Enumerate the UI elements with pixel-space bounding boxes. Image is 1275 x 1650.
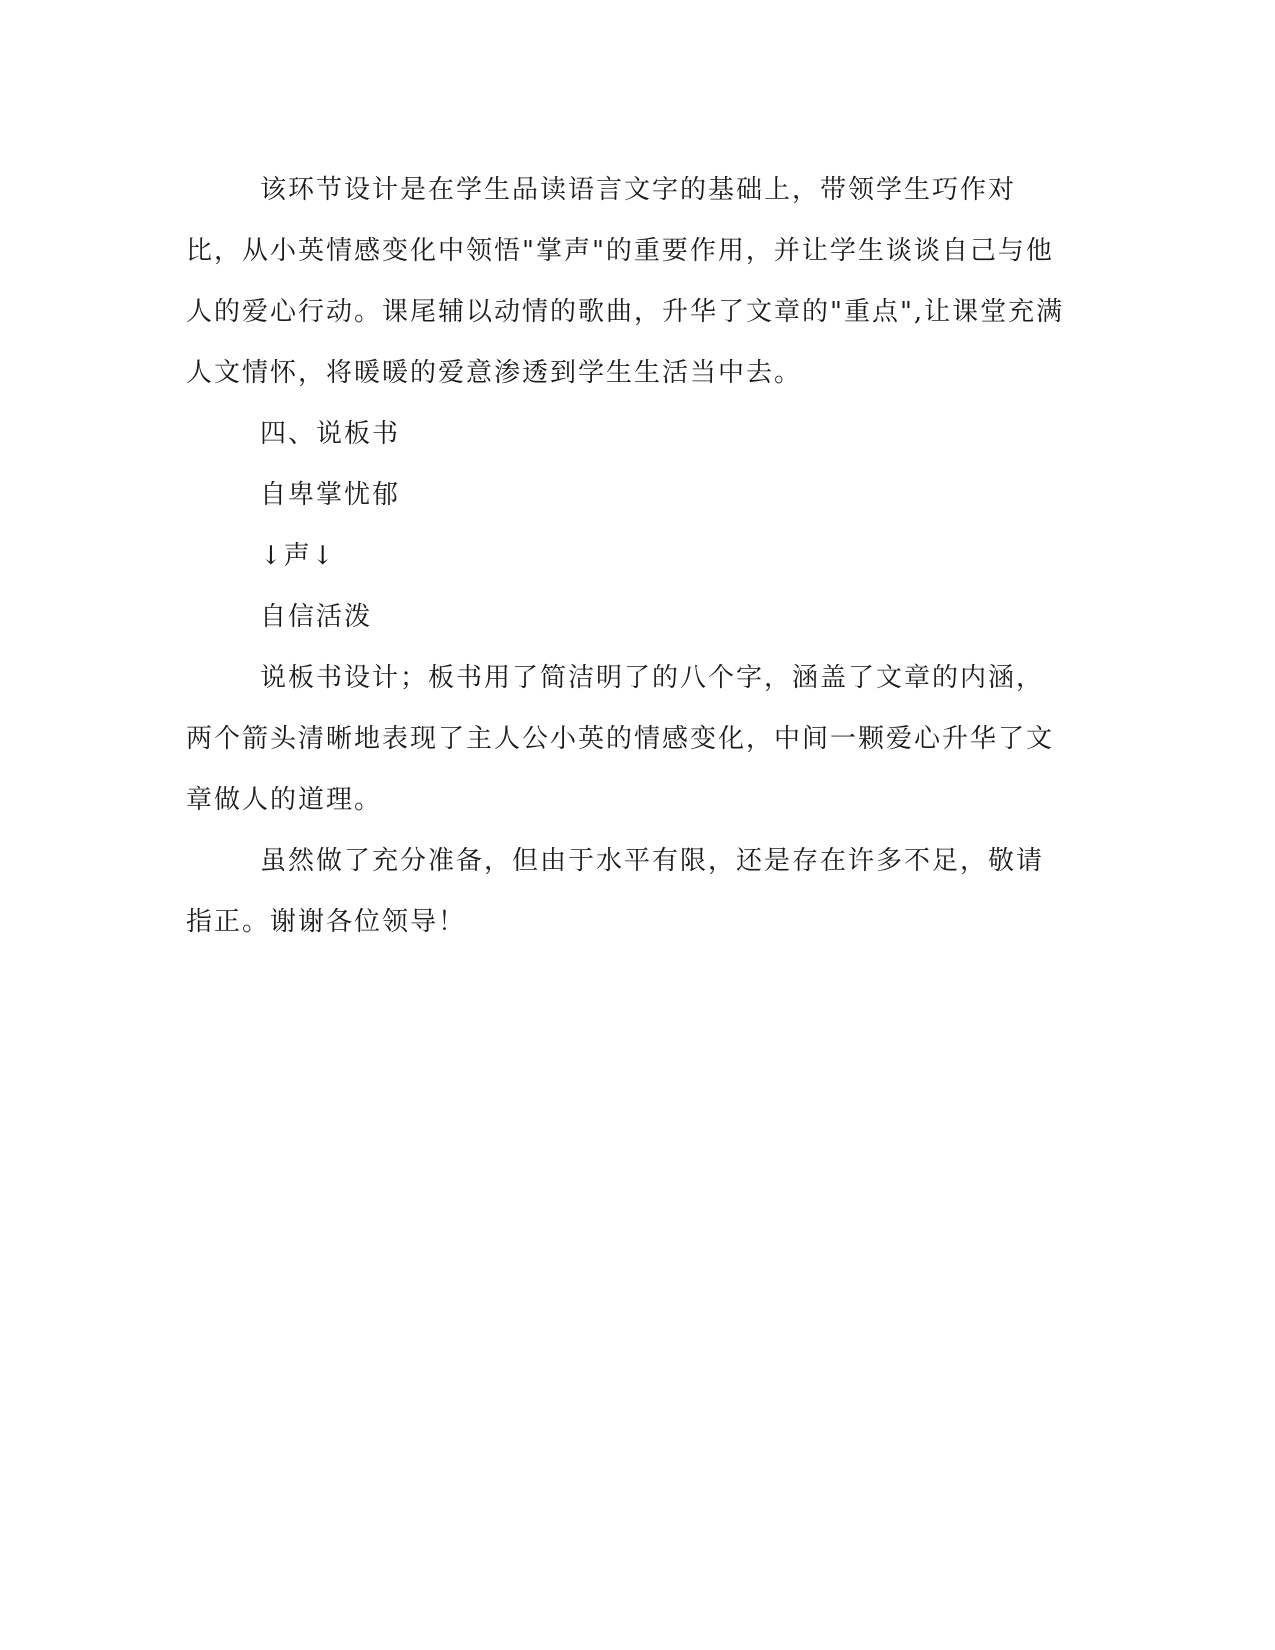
board-line-1: 自卑掌忧郁 [260,480,401,510]
board-line-3: 自信活泼 [260,602,373,632]
paragraph-summary: 该环节设计是在学生品读语言文字的基础上，带领学生巧作对比，从小英情感变化中领悟"掌声"的重要作用，并让学生谈谈自己与他人的爱心行动。课尾辅以动情的歌曲，升华了文章的"重点",让课堂充满人文情怀，将暖暖的爱意渗透到学生生活当中去。 [186,175,1065,388]
section-heading-board: 四、说板书 [260,419,401,449]
paragraph-closing: 虽然做了充分准备，但由于水平有限，还是存在许多不足，敬请指正。谢谢各位领导！ [186,846,1045,937]
paragraph-board-design: 说板书设计；板书用了简洁明了的八个字，涵盖了文章的内涵，两个箭头清晰地表现了主人公小英的情感变化，中间一颗爱心升华了文章做人的道理。 [186,663,1055,815]
board-line-2: ↓声↓ [260,541,336,571]
document-body [186,160,1066,953]
